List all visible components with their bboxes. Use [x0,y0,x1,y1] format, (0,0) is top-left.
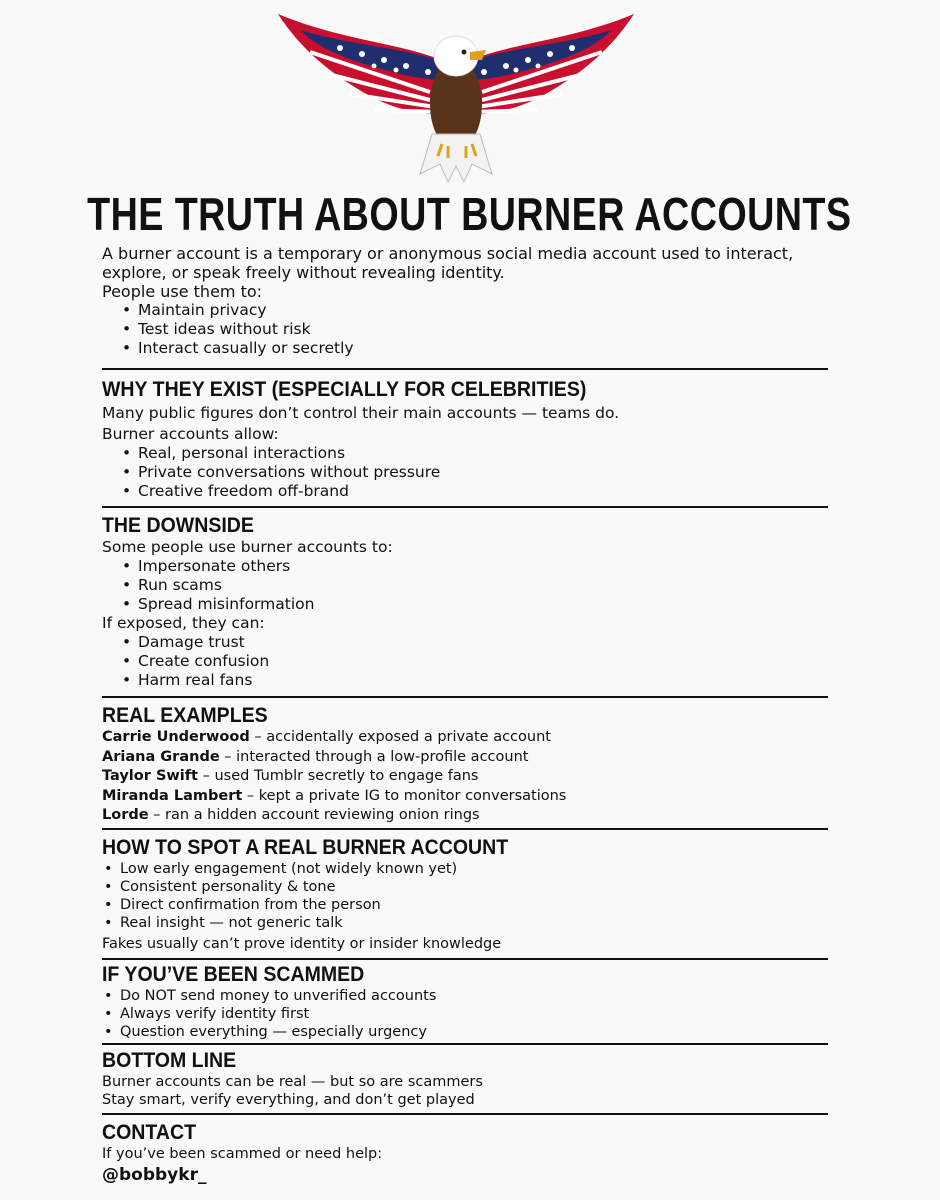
section-divider [102,1043,828,1045]
example-name: Taylor Swift [102,768,198,784]
list-item: • Direct confirmation from the person [102,896,828,914]
example-item [102,748,828,768]
example-item [102,767,828,787]
scammed-section [102,963,828,1041]
example-item [102,787,828,807]
section-divider [102,696,828,698]
list-item: • Damage trust [102,633,828,652]
list-item: • Create confusion [102,652,828,671]
section-divider [102,1113,828,1115]
list-item: • Do NOT send money to unverified accounts [102,987,828,1005]
list-item: • Question everything — especially urgency [102,1023,828,1041]
section-heading: CONTACT [102,1121,197,1144]
list-item: • Run scams [102,576,828,595]
intro-list [102,301,822,358]
example-desc: – used Tumblr secretly to engage fans [198,768,479,784]
list-item: • Creative freedom off-brand [102,482,828,501]
list-item: • Private conversations without pressure [102,463,828,482]
contact-handle[interactable]: @bobbykr_ [102,1165,207,1185]
example-desc: – interacted through a low-profile account [219,748,529,765]
scammed-list [102,987,828,1041]
section-heading: BOTTOM LINE [102,1049,237,1072]
spot-section [102,836,828,953]
example-item [102,728,828,748]
list-item: • Consistent personality & tone [102,878,828,896]
section-text: Stay smart, verify everything, and don’t get played [102,1092,475,1108]
list-item: • Test ideas without risk [102,320,822,339]
downside-list-2 [102,633,828,690]
example-desc: – kept a private IG to monitor conversations [242,787,567,804]
contact-text: If you’ve been scammed or need help: [102,1146,383,1162]
section-text: Burner accounts allow: [102,425,279,443]
section-heading: WHY THEY EXIST (ESPECIALLY FOR CELEBRITIES) [102,378,587,401]
list-item: • Real, personal interactions [102,444,828,463]
list-item: • Impersonate others [102,557,828,576]
example-name: Lorde [102,807,149,823]
example-name: Ariana Grande [102,748,220,765]
example-desc: – accidentally exposed a private account [249,729,551,745]
section-text: Some people use burner accounts to: [102,538,393,556]
intro-lead: People use them to: [102,282,263,301]
section-text: If exposed, they can: [102,614,265,632]
why-list [102,444,828,501]
example-name: Carrie Underwood [102,729,250,745]
list-item: • Low early engagement (not widely known yet) [102,860,828,878]
list-item: • Interact casually or secretly [102,339,822,358]
list-item: • Harm real fans [102,671,828,690]
page-title: THE TRUTH ABOUT BURNER ACCOUNTS [87,188,852,240]
why-section [102,378,828,501]
section-heading: REAL EXAMPLES [102,704,268,727]
downside-section [102,514,828,690]
list-item: • Real insight — not generic talk [102,914,828,932]
patriotic-eagle-icon [270,4,642,188]
section-divider [102,958,828,960]
section-text: Fakes usually can’t prove identity or insider knowledge [102,936,502,952]
contact-section [102,1121,828,1187]
section-divider [102,368,828,370]
example-desc: – ran a hidden account reviewing onion rings [148,807,480,823]
section-divider [102,828,828,830]
section-heading: THE DOWNSIDE [102,514,254,537]
intro-text: A burner account is a temporary or anonymous social media account used to interact, explore, or speak freely without revealing identity. [102,244,794,282]
example-item [102,806,828,826]
section-divider [102,506,828,508]
examples-section [102,704,828,826]
intro-section [102,244,822,358]
bottom-line-section [102,1049,828,1109]
section-text: Many public figures don’t control their main accounts — teams do. [102,404,620,422]
list-item: • Always verify identity first [102,1005,828,1023]
section-heading: HOW TO SPOT A REAL BURNER ACCOUNT [102,836,509,859]
list-item: • Spread misinformation [102,595,828,614]
section-text: Burner accounts can be real — but so are scammers [102,1074,483,1090]
example-name: Miranda Lambert [102,787,243,804]
list-item: • Maintain privacy [102,301,822,320]
spot-list [102,860,828,932]
section-heading: IF YOU’VE BEEN SCAMMED [102,963,365,986]
downside-list-1 [102,557,828,614]
